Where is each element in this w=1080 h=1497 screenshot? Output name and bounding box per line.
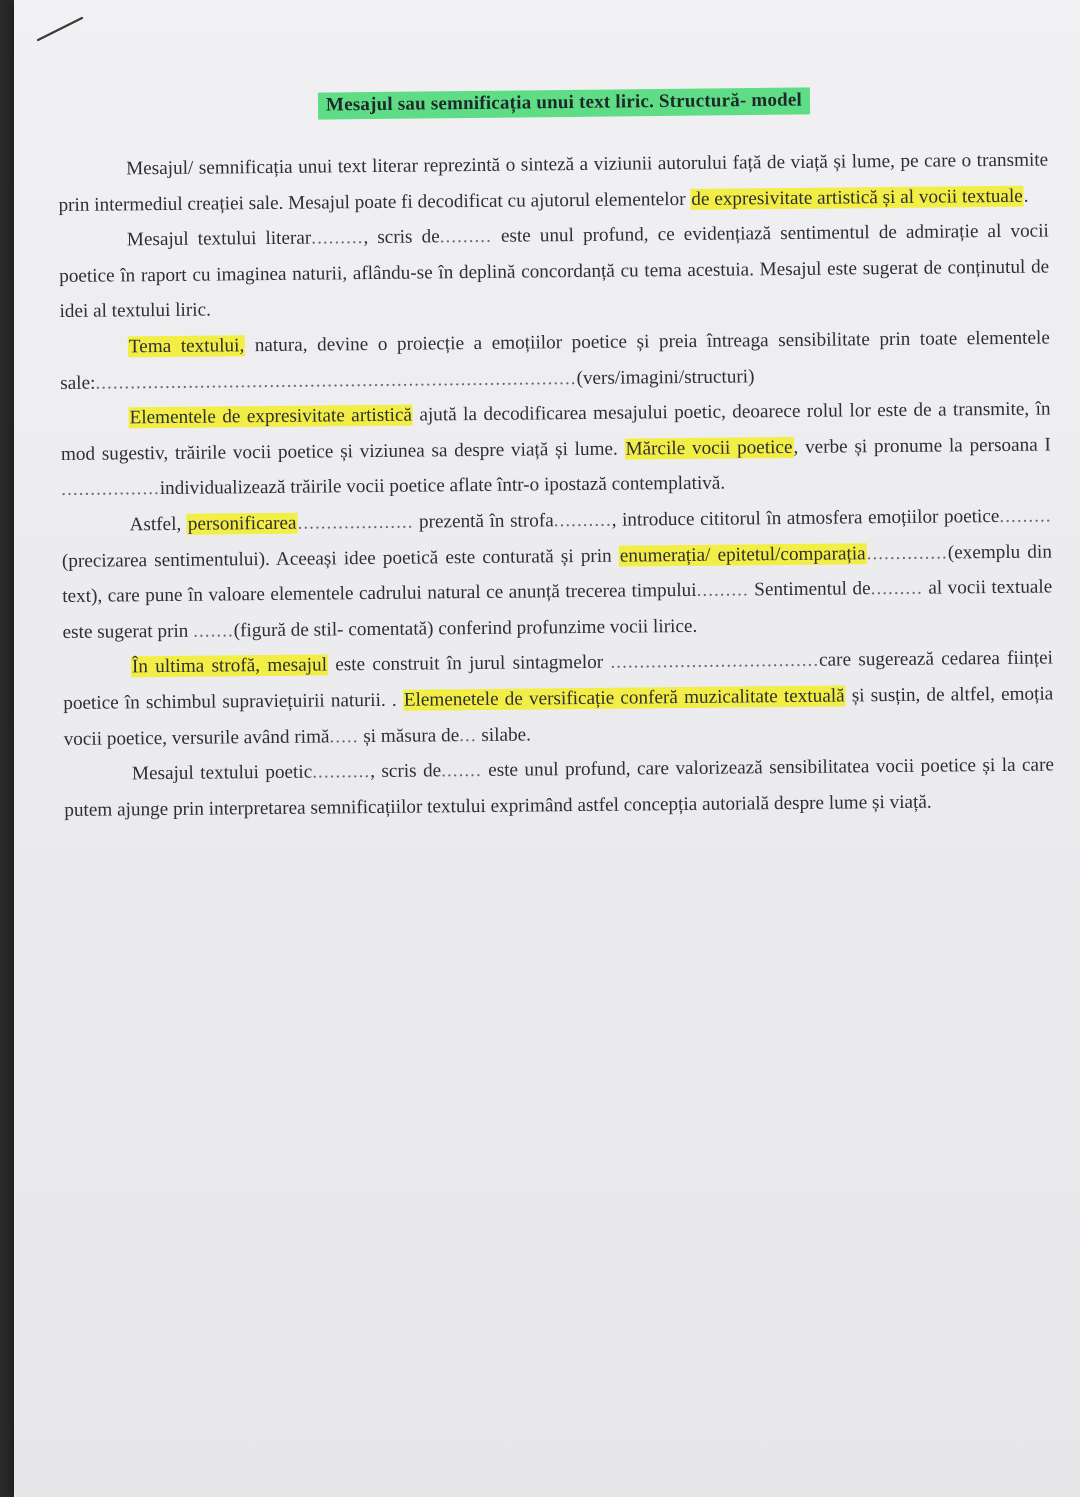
text: Astfel, <box>129 513 187 536</box>
document-body <box>58 142 1054 828</box>
text: este unul profund, ce evidențiază sentimentul de admirație al vocii poetice în raport cu imaginea naturii, aflându-se în deplină concordanță cu tema acestuia. Mesajul este sugerat de conținutul de idei al textului liric. <box>59 220 1050 323</box>
blank-dots: ................................................................................... <box>95 367 577 394</box>
text: silabe. <box>476 723 532 746</box>
text: Mesajul textului poetic <box>131 761 313 785</box>
text: prezentă în strofa <box>413 510 554 533</box>
pen-stroke-mark <box>36 14 86 44</box>
document-title: Mesajul sau semnificația unui text liric. Structură- model <box>318 87 810 119</box>
highlighted-text: Tema textului, <box>128 335 245 358</box>
paragraph-1 <box>58 142 1049 223</box>
text: al vocii textuale este sugerat prin <box>62 576 1053 643</box>
blank-dots: ....... <box>441 760 482 782</box>
text: , introduce cititorul în atmosfera emoțiilor poetice <box>611 505 1000 531</box>
blank-dots: ......... <box>439 226 492 248</box>
highlighted-text: Elementele de expresivitate artistică <box>129 404 413 429</box>
highlighted-text: Mărcile vocii poetice <box>625 436 793 460</box>
text: . <box>1023 185 1029 207</box>
highlighted-text: de expresivitate artistică și al vocii textuale <box>691 185 1023 210</box>
paragraph-6 <box>63 641 1054 757</box>
text: este unul profund, care valorizează sensibilitatea vocii poetice și la care putem ajunge prin interpretarea semnificațiilor textului exprimând astfel concepția autorială despre lume și viață. <box>64 754 1055 821</box>
paragraph-5 <box>61 498 1052 650</box>
text: individualizează trăirile vocii poetice aflate într-o ipostază contemplativă. <box>159 472 726 500</box>
blank-dots: .............. <box>866 542 948 564</box>
text: și măsura de <box>358 724 460 747</box>
text: , scris de <box>363 226 440 249</box>
blank-dots: ....... <box>193 620 234 642</box>
blank-dots: .......... <box>553 509 612 532</box>
text: (precizarea sentimentului). Aceeași idee poetică este conturată și prin <box>61 545 619 572</box>
text: care sugerează cedarea ființei poetice în schimbul supraviețuirii naturii. . <box>63 647 1054 714</box>
text: este construit în jurul sintagmelor <box>327 652 611 676</box>
text: Mesajul textului literar <box>126 227 312 251</box>
text: , scris de <box>370 760 442 783</box>
highlighted-text: Elemenetele de versificație conferă muzicalitate textuală <box>403 685 845 711</box>
blank-dots: ..... <box>329 725 359 747</box>
paragraph-7 <box>64 748 1055 829</box>
paragraph-3 <box>60 320 1051 401</box>
blank-dots: ......... <box>696 579 749 602</box>
blank-dots: ......... <box>870 577 923 600</box>
blank-dots: ................. <box>61 478 160 501</box>
text: Mesajul/ semnificația unui text literar reprezintă o sinteză a viziunii autorului față de viață și lume, pe care o transmite prin intermediul creației sale. Mesajul poate fi decodificat cu ajutorul elementelor <box>58 149 1049 216</box>
text: (figură de stil- comentată) conferind profunzime vocii lirice. <box>233 615 698 642</box>
title-container <box>284 90 844 117</box>
highlighted-text: În ultima strofă, mesajul <box>131 654 328 678</box>
text: (exemplu din text), care pune în valoare elementele cadrului natural ce anunță trecerea timpului <box>62 541 1052 608</box>
highlighted-text: enumerația/ epitetul/comparația <box>619 542 866 567</box>
blank-dots: .................... <box>297 511 414 534</box>
blank-dots: ... <box>459 724 477 746</box>
text: și susțin, de altfel, emoția vocii poetice, versurile având rimă <box>63 683 1054 750</box>
blank-dots: .......... <box>312 761 371 783</box>
paragraph-2 <box>59 214 1050 330</box>
text: ajută la decodificarea mesajului poetic, deoarece rolul lor este de a transmite, în mod sugestiv, trăirile vocii poetice și viziunea sa despre viață și lume. <box>60 398 1051 465</box>
paragraph-4 <box>60 392 1051 508</box>
text: , verbe și pronume la persoana I <box>793 434 1051 458</box>
blank-dots: ......... <box>311 227 364 249</box>
text: Sentimentul de <box>748 578 871 601</box>
blank-dots: ......... <box>999 505 1052 527</box>
text: (vers/imagini/structuri) <box>576 365 755 389</box>
text: natura, devine o proiecție a emoțiilor poetice și preia întreaga sensibilitate prin toate elementele sale: <box>60 327 1050 394</box>
highlighted-text: personificarea <box>187 512 297 535</box>
blank-dots: .................................... <box>610 650 820 674</box>
document-page <box>14 0 1080 1497</box>
